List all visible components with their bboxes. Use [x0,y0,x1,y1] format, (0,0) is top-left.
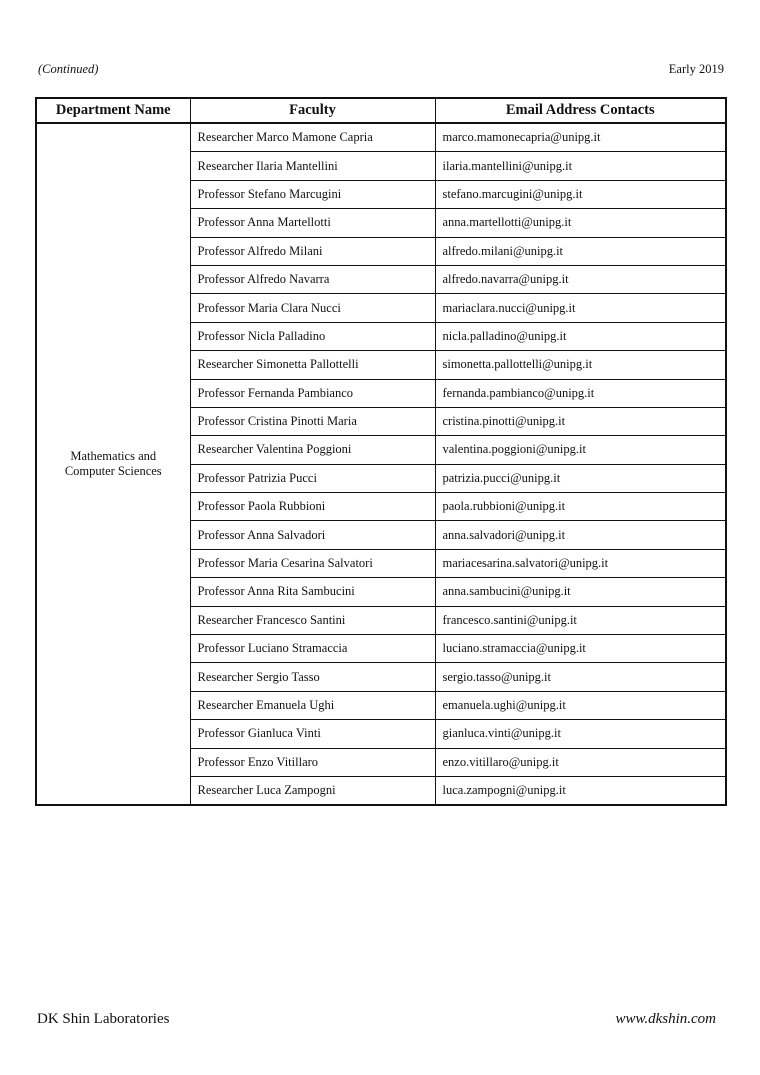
faculty-cell: Professor Maria Cesarina Salvatori [190,549,435,577]
faculty-cell: Professor Anna Martellotti [190,209,435,237]
table-row [36,123,726,152]
faculty-cell: Professor Nicla Palladino [190,322,435,350]
email-cell: anna.martellotti@unipg.it [435,209,726,237]
email-cell: stefano.marcugini@unipg.it [435,180,726,208]
email-cell: anna.salvadori@unipg.it [435,521,726,549]
faculty-cell: Researcher Valentina Poggioni [190,436,435,464]
email-cell: gianluca.vinti@unipg.it [435,720,726,748]
department-cell [36,123,190,805]
faculty-cell: Professor Stefano Marcugini [190,180,435,208]
faculty-cell: Researcher Ilaria Mantellini [190,152,435,180]
table-header-row [36,98,726,123]
email-cell: fernanda.pambianco@unipg.it [435,379,726,407]
faculty-cell: Researcher Francesco Santini [190,606,435,634]
faculty-cell: Researcher Emanuela Ughi [190,691,435,719]
email-cell: mariaclara.nucci@unipg.it [435,294,726,322]
faculty-cell: Professor Maria Clara Nucci [190,294,435,322]
faculty-cell: Professor Luciano Stramaccia [190,635,435,663]
faculty-cell: Professor Enzo Vitillaro [190,748,435,776]
email-cell: mariacesarina.salvatori@unipg.it [435,549,726,577]
email-cell: luciano.stramaccia@unipg.it [435,635,726,663]
column-header-faculty: Faculty [190,98,435,123]
faculty-cell: Professor Fernanda Pambianco [190,379,435,407]
email-cell: anna.sambucini@unipg.it [435,578,726,606]
page-header [38,62,724,80]
faculty-cell: Professor Alfredo Navarra [190,265,435,293]
publisher-name: DK Shin Laboratories [37,1011,170,1027]
email-cell: paola.rubbioni@unipg.it [435,493,726,521]
faculty-cell: Professor Alfredo Milani [190,237,435,265]
faculty-cell: Professor Anna Rita Sambucini [190,578,435,606]
email-cell: enzo.vitillaro@unipg.it [435,748,726,776]
page-footer [37,1011,716,1031]
website-link[interactable]: www.dkshin.com [615,1011,716,1027]
email-cell: alfredo.navarra@unipg.it [435,265,726,293]
email-cell: luca.zampogni@unipg.it [435,776,726,805]
department-name-line-2: Computer Sciences [64,464,162,479]
faculty-cell: Researcher Simonetta Pallottelli [190,351,435,379]
email-cell: alfredo.milani@unipg.it [435,237,726,265]
email-cell: marco.mamonecapria@unipg.it [435,123,726,152]
faculty-cell: Researcher Sergio Tasso [190,663,435,691]
email-cell: ilaria.mantellini@unipg.it [435,152,726,180]
faculty-cell: Professor Gianluca Vinti [190,720,435,748]
faculty-cell: Professor Paola Rubbioni [190,493,435,521]
department-name-line-1: Mathematics and [70,449,157,464]
faculty-cell: Researcher Marco Mamone Capria [190,123,435,152]
email-cell: emanuela.ughi@unipg.it [435,691,726,719]
column-header-department: Department Name [36,98,190,123]
email-cell: francesco.santini@unipg.it [435,606,726,634]
faculty-cell: Professor Cristina Pinotti Maria [190,407,435,435]
email-cell: valentina.poggioni@unipg.it [435,436,726,464]
table-body [36,123,726,805]
email-cell: cristina.pinotti@unipg.it [435,407,726,435]
column-header-email: Email Address Contacts [435,98,726,123]
faculty-cell: Researcher Luca Zampogni [190,776,435,805]
email-cell: patrizia.pucci@unipg.it [435,464,726,492]
email-cell: simonetta.pallottelli@unipg.it [435,351,726,379]
email-cell: sergio.tasso@unipg.it [435,663,726,691]
email-cell: nicla.palladino@unipg.it [435,322,726,350]
continued-label: (Continued) [38,62,99,76]
edition-label: Early 2019 [668,62,724,76]
faculty-directory-table [35,97,727,806]
faculty-cell: Professor Anna Salvadori [190,521,435,549]
faculty-cell: Professor Patrizia Pucci [190,464,435,492]
